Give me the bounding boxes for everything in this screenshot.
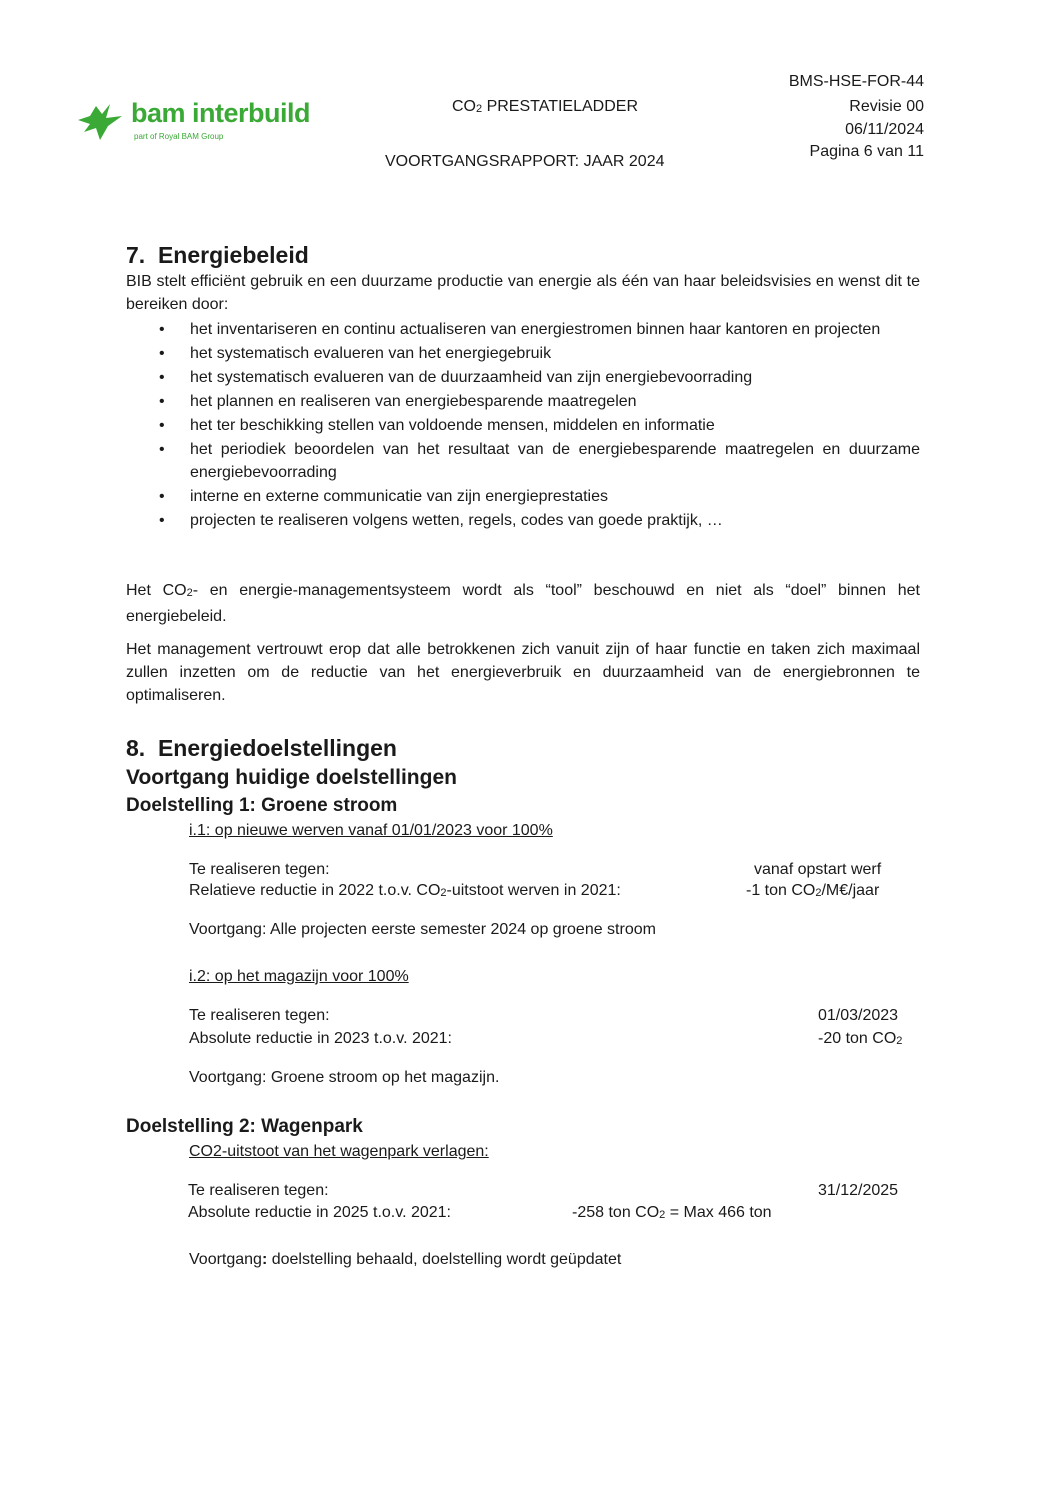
company-logo xyxy=(76,100,346,146)
bullet-item xyxy=(128,342,920,365)
bullet-dot: • xyxy=(159,417,165,434)
bullet-dot: • xyxy=(159,512,165,529)
goal-2-value-2: -258 ton $CO_2$ = Max 466 ton xyxy=(572,1204,772,1221)
section-7-heading: 7. Energiebeleid xyxy=(126,242,309,268)
section-7-paragraph-2: Het management vertrouwt erop dat alle betrokkenen zich vanuit zijn of haar functie en taken zich maximaal zullen inzetten om de reductie van het energieverbruik en duurzaamheid van de energiebronnen te optimaliseren. xyxy=(126,641,920,704)
bullet-dot: • xyxy=(159,345,165,362)
goal-1-i1-title: i.1: op nieuwe werven vanaf 01/01/2023 voor 100% xyxy=(189,822,553,839)
bullet-item xyxy=(128,438,920,484)
goal-1-i2-label-1: Te realiseren tegen: xyxy=(189,1007,330,1024)
bullet-dot: • xyxy=(159,441,165,458)
bullet-text: het systematisch evalueren van de duurzaamheid van zijn energiebevoorrading xyxy=(190,369,753,386)
goal-1-i1-label-2: Relatieve reductie in 2022 t.o.v. $CO_2$-uitstoot werven in 2021: xyxy=(189,882,621,899)
section-7-bullet-list xyxy=(128,318,920,533)
bullet-text: het systematisch evalueren van het energiegebruik xyxy=(190,345,552,362)
bullet-text: het ter beschikking stellen van voldoende mensen, middelen en informatie xyxy=(190,417,715,434)
header-title: $CO_2$ PRESTATIELADDER xyxy=(452,98,639,115)
goal-2-heading: Doelstelling 2: Wagenpark xyxy=(126,1116,363,1137)
bullet-text: het inventariseren en continu actualiseren van energiestromen binnen haar kantoren en projecten xyxy=(190,321,881,338)
bullet-text: het periodiek beoordelen van het resultaat van de energiebesparende maatregelen en duurzame energiebevoorrading xyxy=(190,441,920,481)
section-8-subheading: Voortgang huidige doelstellingen xyxy=(126,766,457,789)
doc-date: 06/11/2024 xyxy=(845,121,924,138)
goal-1-i1-progress: Voortgang: Alle projecten eerste semester 2024 op groene stroom xyxy=(189,921,656,938)
goal-1-i2-title: i.2: op het magazijn voor 100% xyxy=(189,968,409,985)
bullet-dot: • xyxy=(159,321,165,338)
page-number: Pagina 6 van 11 xyxy=(809,143,924,160)
bullet-item xyxy=(128,390,920,413)
goal-2-progress: Voortgang: doelstelling behaald, doelstelling wordt geüpdatet xyxy=(189,1251,622,1268)
header-subtitle: VOORTGANGSRAPPORT: JAAR 2024 xyxy=(385,153,665,170)
bullet-item xyxy=(128,485,920,508)
goal-1-heading: Doelstelling 1: Groene stroom xyxy=(126,795,398,816)
bullet-item xyxy=(128,366,920,389)
bullet-item xyxy=(128,509,920,532)
goal-1-i1-label-1: Te realiseren tegen: xyxy=(189,861,330,878)
bullet-text: projecten te realiseren volgens wetten, regels, codes van goede praktijk, … xyxy=(190,512,723,529)
section-7-paragraph-1: Het $CO_2-$ en energie-managementsysteem wordt als “tool” beschouwd en niet als “doel” binnen het energiebeleid. xyxy=(126,582,920,625)
section-8-heading: 8. Energiedoelstellingen xyxy=(126,735,397,761)
bullet-dot: • xyxy=(159,488,165,505)
goal-2-label-2: Absolute reductie in 2025 t.o.v. 2021: xyxy=(188,1204,451,1221)
logo-subtext: part of Royal BAM Group xyxy=(134,132,224,141)
goal-1-i2-value-2: -20 ton $CO_2$ xyxy=(818,1030,903,1047)
goal-1-i1-value-1: vanaf opstart werf xyxy=(754,861,882,878)
section-7-intro: BIB stelt efficiënt gebruik en een duurzame productie van energie als één van haar beleidsvisies en wenst dit te bereiken door: xyxy=(126,273,920,313)
bullet-text: interne en externe communicatie van zijn energieprestaties xyxy=(190,488,609,505)
bam-bird-icon xyxy=(76,102,126,142)
bullet-text: het plannen en realiseren van energiebesparende maatregelen xyxy=(190,393,637,410)
goal-1-i2-label-2: Absolute reductie in 2023 t.o.v. 2021: xyxy=(189,1030,452,1047)
goal-1-i2-value-1: 01/03/2023 xyxy=(818,1007,899,1024)
goal-2-value-1: 31/12/2025 xyxy=(818,1182,899,1199)
goal-2-title: CO2-uitstoot van het wagenpark verlagen: xyxy=(189,1143,489,1160)
bullet-dot: • xyxy=(159,393,165,410)
goal-2-label-1: Te realiseren tegen: xyxy=(188,1182,329,1199)
bullet-item xyxy=(128,414,920,437)
logo-text: bam interbuild xyxy=(131,98,311,128)
doc-code: BMS-HSE-FOR-44 xyxy=(788,73,924,90)
goal-1-i2-progress: Voortgang: Groene stroom op het magazijn. xyxy=(189,1069,500,1086)
goal-1-i1-value-2: -1 ton $CO_2/M€$/jaar xyxy=(746,882,880,899)
revision: Revisie 00 xyxy=(849,98,924,115)
bullet-dot: • xyxy=(159,369,165,386)
bullet-item xyxy=(128,318,920,341)
